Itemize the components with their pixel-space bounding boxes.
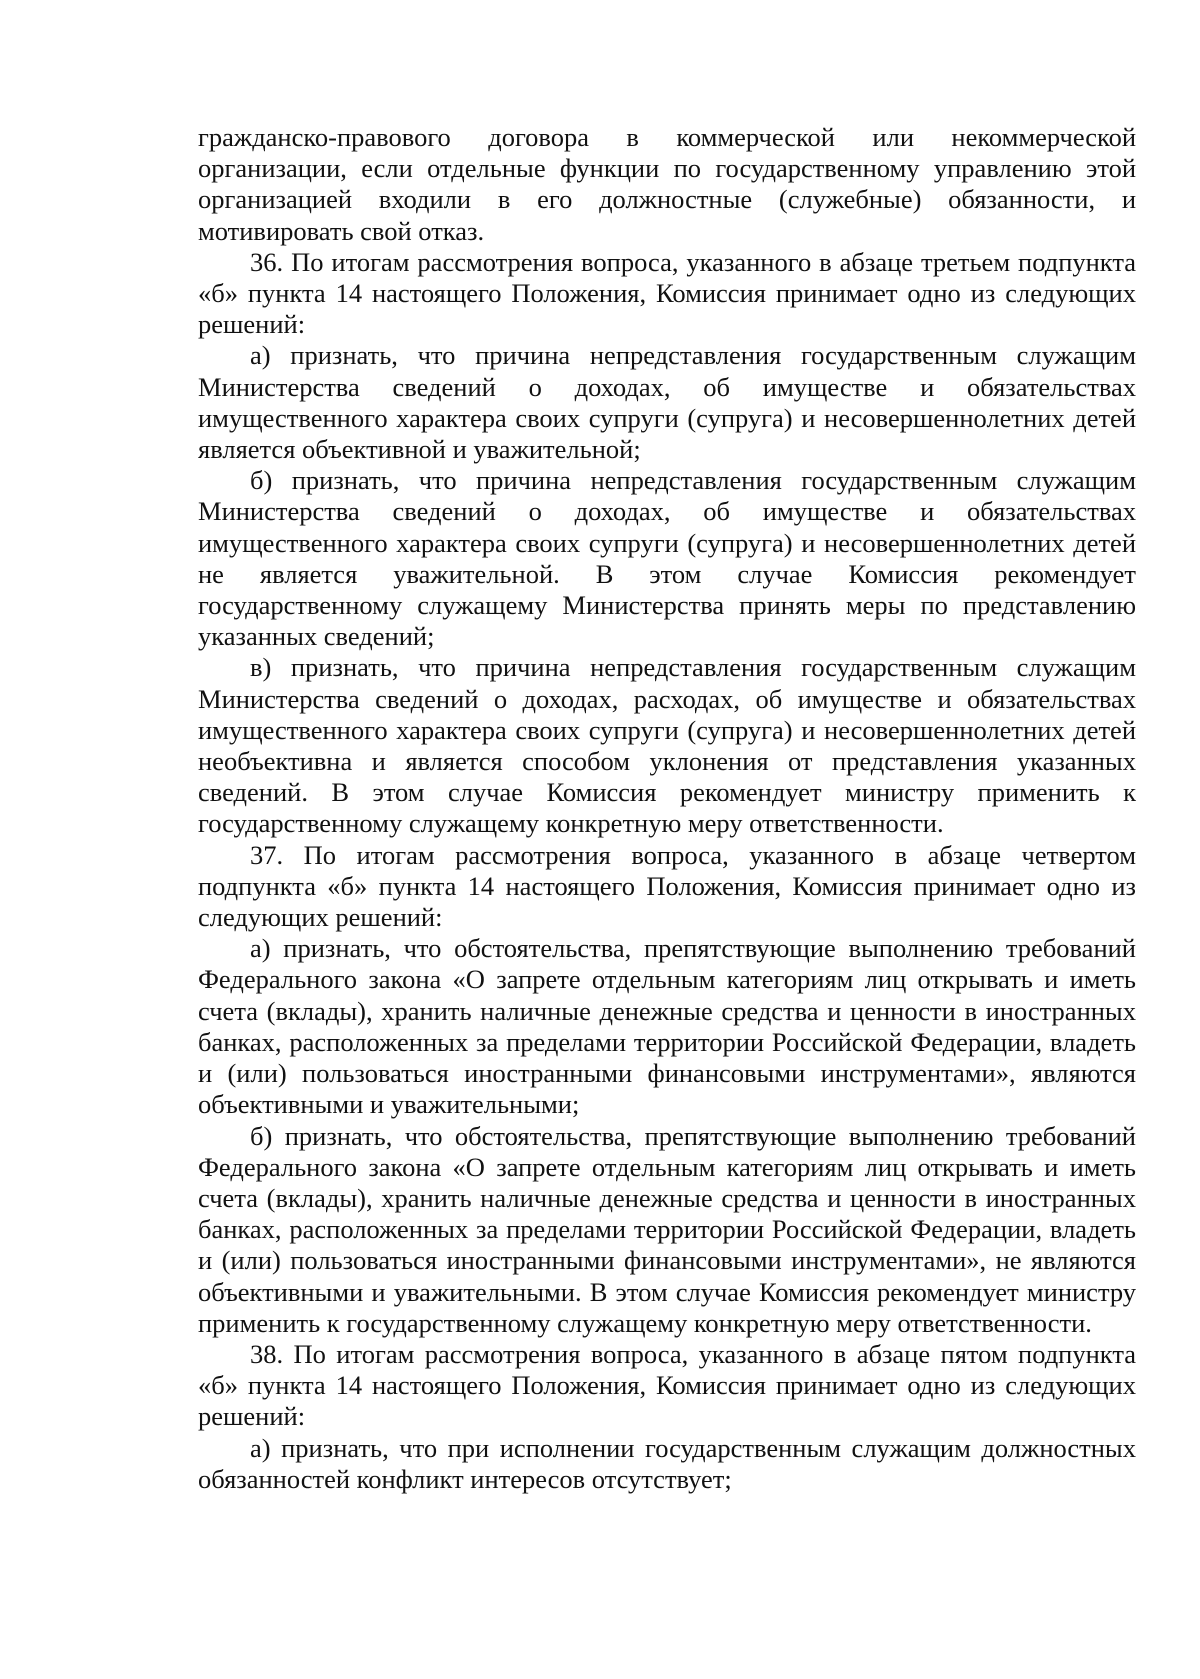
paragraph-37-b: б) признать, что обстоятельства, препятствующие выполнению требований Федерального закона «О запрете отдельным категориям лиц открывать и иметь счета (вклады), хранить наличные денежные средства и ценности в иностранных банках, расположенных за пределами территории Российской Федерации, владеть и (или) пользоваться иностранными финансовыми инструментами», не являются объективными и уважительными. В этом случае Комиссия рекомендует министру применить к государственному служащему конкретную меру ответственности.: [198, 1120, 1136, 1338]
paragraph-36-v: в) признать, что причина непредставления государственным служащим Министерства сведений о доходах, расходах, об имуществе и обязательствах имущественного характера своих супруги (супруга) и несовершеннолетних детей необъективна и является способом уклонения от представления указанных сведений. В этом случае Комиссия рекомендует министру применить к государственному служащему конкретную меру ответственности.: [198, 652, 1136, 839]
paragraph-continuation: гражданско-правового договора в коммерческой или некоммерческой организации, если отдельные функции по государственному управлению этой организацией входили в его должностные (служебные) обязанности, и мотивировать свой отказ.: [198, 122, 1136, 246]
paragraph-item-37: 37. По итогам рассмотрения вопроса, указанного в абзаце четвертом подпункта «б» пункта 14 настоящего Положения, Комиссия принимает одно из следующих решений:: [198, 839, 1136, 933]
paragraph-38-a: а) признать, что при исполнении государственным служащим должностных обязанностей конфликт интересов отсутствует;: [198, 1432, 1136, 1494]
paragraph-36-b: б) признать, что причина непредставления государственным служащим Министерства сведений о доходах, об имуществе и обязательствах имущественного характера своих супруги (супруга) и несовершеннолетних детей не является уважительной. В этом случае Комиссия рекомендует государственному служащему Министерства принять меры по представлению указанных сведений;: [198, 465, 1136, 652]
paragraph-item-38: 38. По итогам рассмотрения вопроса, указанного в абзаце пятом подпункта «б» пункта 14 настоящего Положения, Комиссия принимает одно из следующих решений:: [198, 1338, 1136, 1432]
paragraph-item-36: 36. По итогам рассмотрения вопроса, указанного в абзаце третьем подпункта «б» пункта 14 настоящего Положения, Комиссия принимает одно из следующих решений:: [198, 246, 1136, 340]
paragraph-36-a: а) признать, что причина непредставления государственным служащим Министерства сведений о доходах, об имуществе и обязательствах имущественного характера своих супруги (супруга) и несовершеннолетних детей является объективной и уважительной;: [198, 340, 1136, 465]
paragraph-37-a: а) признать, что обстоятельства, препятствующие выполнению требований Федерального закона «О запрете отдельным категориям лиц открывать и иметь счета (вклады), хранить наличные денежные средства и ценности в иностранных банках, расположенных за пределами территории Российской Федерации, владеть и (или) пользоваться иностранными финансовыми инструментами», являются объективными и уважительными;: [198, 933, 1136, 1120]
document-page: [198, 122, 1136, 1495]
